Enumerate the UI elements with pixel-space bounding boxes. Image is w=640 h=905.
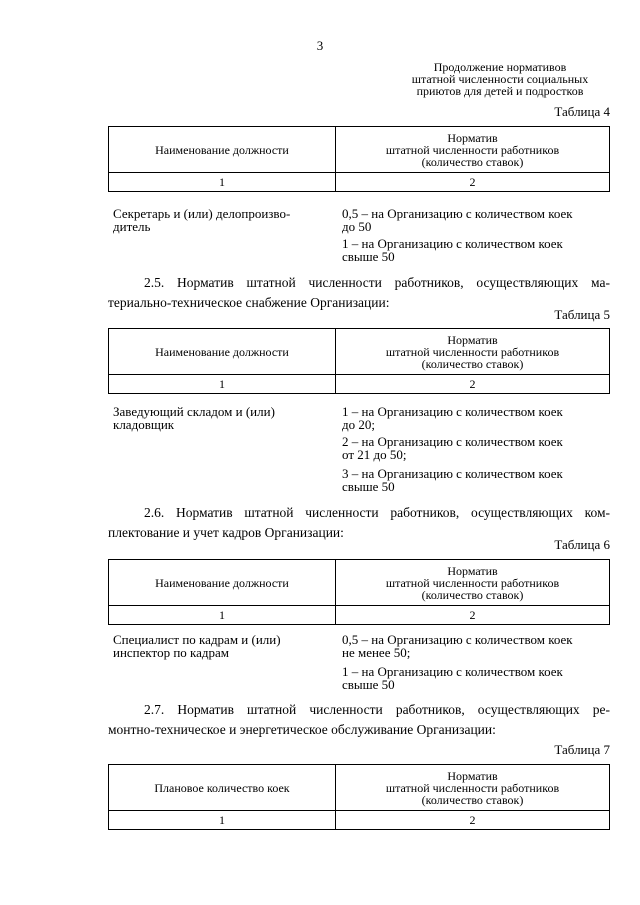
- table-5-position: [113, 405, 275, 431]
- continuation-line: Продолжение нормативов: [433, 60, 567, 74]
- col-number-1: 1: [109, 375, 336, 394]
- norm-line: свыше 50: [342, 479, 395, 494]
- header-col2-line: Норматив: [447, 130, 498, 145]
- norm-line: 1 – на Организацию с количеством коек: [342, 404, 563, 419]
- header-col2: [336, 329, 610, 375]
- header-col2-line: (количество ставок): [421, 356, 524, 371]
- table-4-position: [113, 207, 290, 233]
- table-6-label: Таблица 6: [554, 537, 610, 552]
- paragraph-line: 2.5. Норматив штатной численности работников, осуществляющих ма-: [144, 275, 610, 290]
- col-number-1: 1: [109, 811, 336, 830]
- header-col2: [336, 560, 610, 606]
- header-col2: [336, 765, 610, 811]
- header-col2-line: штатной численности работников: [385, 344, 560, 359]
- paragraph-line: 2.7. Норматив штатной численности работников, осуществляющих ре-: [144, 702, 610, 717]
- paragraph-line: плектование и учет кадров Организации:: [108, 525, 344, 540]
- header-col2-line: (количество ставок): [421, 587, 524, 602]
- col-number-2: 2: [336, 811, 610, 830]
- norm-line: 1 – на Организацию с количеством коек: [342, 236, 563, 251]
- table-4-header: [108, 126, 610, 192]
- header-col1: Наименование должности: [109, 329, 336, 375]
- norm-line: 2 – на Организацию с количеством коек: [342, 434, 563, 449]
- paragraph-line: 2.6. Норматив штатной численности работников, осуществляющих ком-: [144, 505, 610, 520]
- paragraph-line: териально-техническое снабжение Организации:: [108, 295, 390, 310]
- table-5-norm-2: [342, 435, 563, 461]
- norm-line: до 50: [342, 219, 372, 234]
- col-number-2: 2: [336, 606, 610, 625]
- position-line: инспектор по кадрам: [113, 645, 230, 660]
- table-4-label: Таблица 4: [554, 104, 610, 119]
- norm-line: 3 – на Организацию с количеством коек: [342, 466, 563, 481]
- table-5-norm-1: [342, 405, 563, 431]
- position-line: Специалист по кадрам и (или): [113, 632, 281, 647]
- table-6-header: [108, 559, 610, 625]
- norm-line: от 21 до 50;: [342, 447, 407, 462]
- page-number: 3: [316, 38, 324, 53]
- col-number-1: 1: [109, 173, 336, 192]
- header-col2-line: Норматив: [447, 332, 498, 347]
- table-7-label: Таблица 7: [554, 742, 610, 757]
- table-4-norm-2: [342, 237, 563, 263]
- table-7-header: [108, 764, 610, 830]
- paragraph-2-6: [108, 503, 610, 543]
- norm-line: 1 – на Организацию с количеством коек: [342, 664, 563, 679]
- table-6-norm-1: [342, 633, 573, 659]
- position-line: дитель: [113, 219, 151, 234]
- col-number-1: 1: [109, 606, 336, 625]
- norm-line: свыше 50: [342, 249, 395, 264]
- table-5-norm-3: [342, 467, 563, 493]
- position-line: кладовщик: [113, 417, 175, 432]
- continuation-line: штатной численности социальных: [411, 72, 589, 86]
- table-5-header: [108, 328, 610, 394]
- norm-line: не менее 50;: [342, 645, 411, 660]
- position-line: Заведующий складом и (или): [113, 404, 275, 419]
- table-4-norm-1: [342, 207, 573, 233]
- header-col2-line: (количество ставок): [421, 154, 524, 169]
- col-number-2: 2: [336, 375, 610, 394]
- header-col1: Наименование должности: [109, 560, 336, 606]
- header-col2-line: Норматив: [447, 768, 498, 783]
- norm-line: 0,5 – на Организацию с количеством коек: [342, 206, 573, 221]
- header-col1: Наименование должности: [109, 127, 336, 173]
- table-6-position: [113, 633, 281, 659]
- continuation-line: приютов для детей и подростков: [416, 84, 584, 98]
- paragraph-line: монтно-техническое и энергетическое обслуживание Организации:: [108, 722, 496, 737]
- header-col2-line: штатной численности работников: [385, 575, 560, 590]
- norm-line: до 20;: [342, 417, 375, 432]
- header-col2-line: штатной численности работников: [385, 780, 560, 795]
- header-col1: Плановое количество коек: [109, 765, 336, 811]
- header-col2: [336, 127, 610, 173]
- table-5-label: Таблица 5: [554, 307, 610, 322]
- paragraph-2-5: [108, 273, 610, 313]
- header-col2-line: (количество ставок): [421, 792, 524, 807]
- norm-line: 0,5 – на Организацию с количеством коек: [342, 632, 573, 647]
- header-col2-line: штатной численности работников: [385, 142, 560, 157]
- paragraph-2-7: [108, 700, 610, 740]
- table-6-norm-2: [342, 665, 563, 691]
- header-col2-line: Норматив: [447, 563, 498, 578]
- norm-line: свыше 50: [342, 677, 395, 692]
- continuation-note: [380, 61, 620, 97]
- col-number-2: 2: [336, 173, 610, 192]
- position-line: Секретарь и (или) делопроизво-: [113, 206, 291, 221]
